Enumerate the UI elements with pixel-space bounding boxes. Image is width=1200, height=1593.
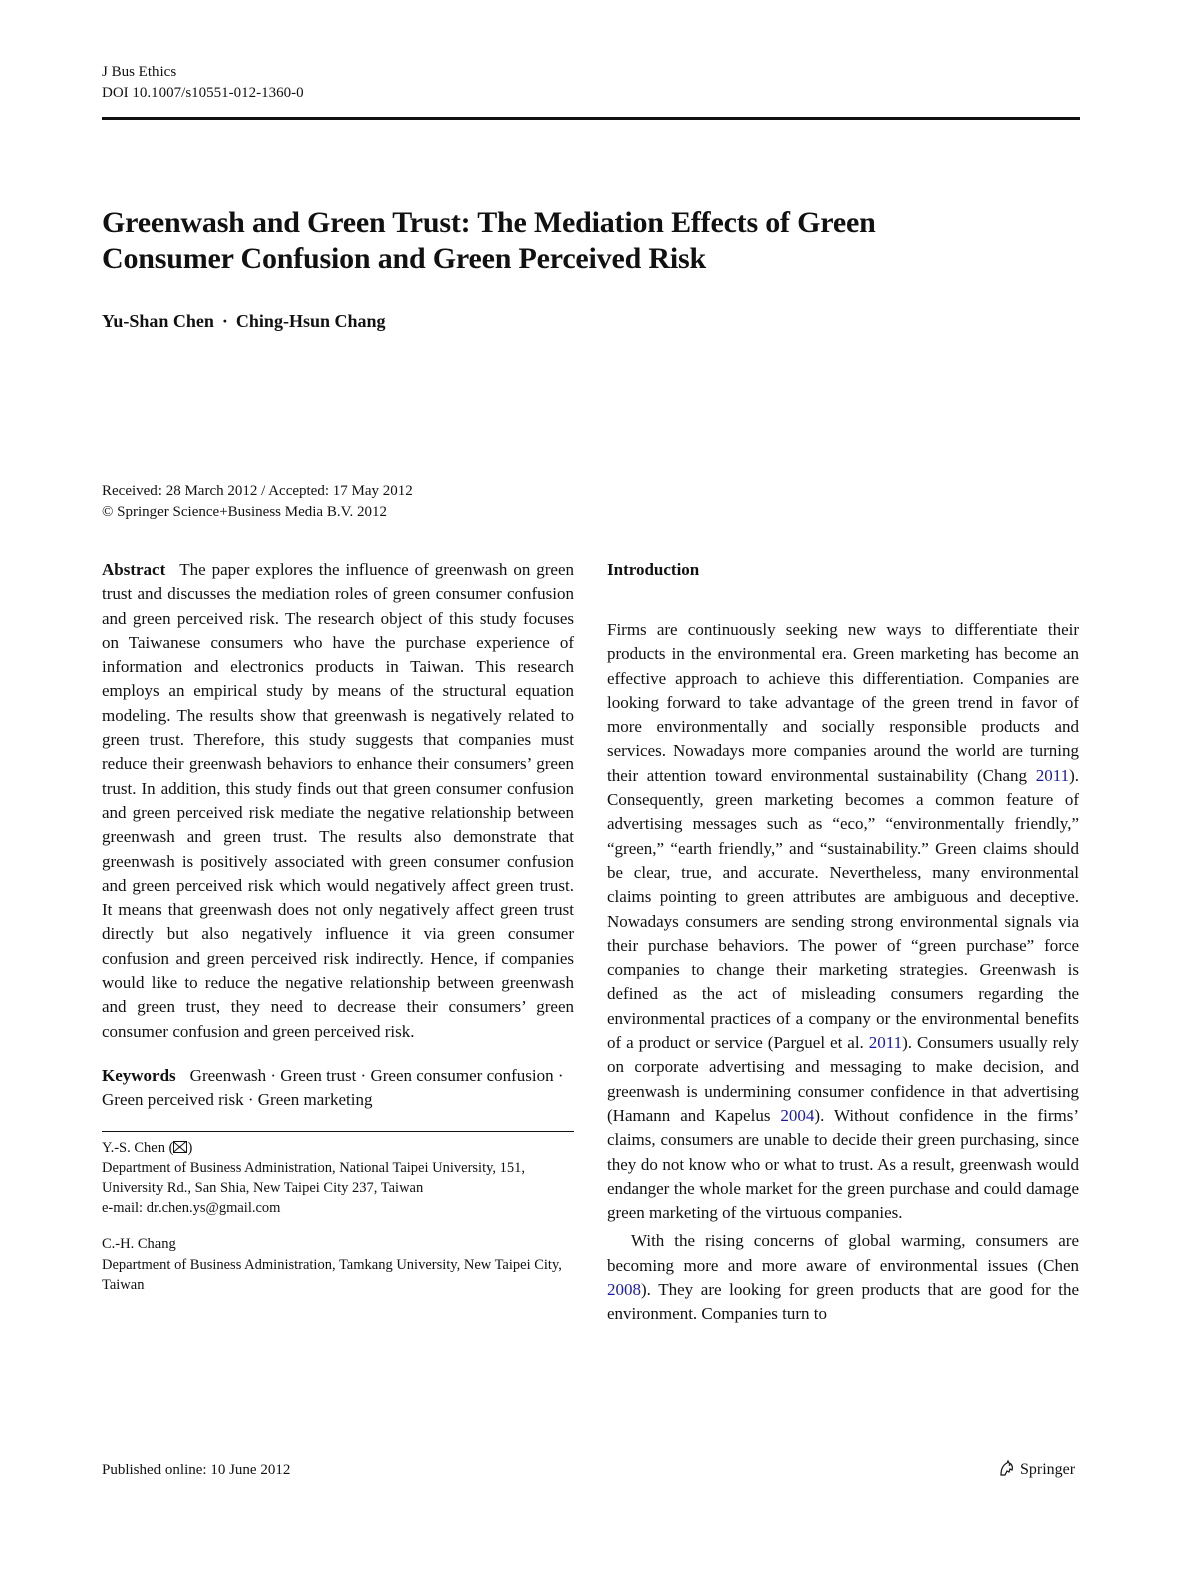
copyright: © Springer Science+Business Media B.V. 2012	[102, 504, 387, 520]
springer-horse-icon	[998, 1459, 1016, 1480]
published-online: Published online: 10 June 2012	[102, 1462, 291, 1478]
keywords	[102, 1064, 574, 1113]
paper-title	[102, 205, 1082, 277]
author-2: Ching-Hsun Chang	[235, 311, 386, 331]
intro-p2-text-b: ). They are looking for green products that are good for the environment. Companies turn to	[607, 1280, 1079, 1324]
citation-link[interactable]: 2008	[607, 1280, 641, 1300]
citation-link[interactable]: 2011	[868, 1033, 903, 1053]
journal-name: J Bus Ethics	[102, 64, 177, 80]
keywords-text: Greenwash · Green trust · Green consumer confusion · Green perceived risk · Green marketing	[102, 1065, 564, 1110]
footnote-rule	[102, 1131, 574, 1132]
journal-header	[102, 62, 304, 104]
author-1-department: Department of Business Administration, National Taipei University, 151, University Rd., San Shia, New Taipei City 237, Taiwan	[102, 1159, 526, 1196]
author-2-department: Department of Business Administration, Tamkang University, New Taipei City, Taiwan	[102, 1256, 562, 1293]
received-accepted: Received: 28 March 2012 / Accepted: 17 May 2012	[102, 483, 413, 499]
affiliations	[102, 1138, 574, 1295]
intro-p2-text-a: With the rising concerns of global warming, consumers are becoming more and more aware of environmental issues (Chen	[607, 1231, 1079, 1275]
section-heading-introduction: Introduction	[607, 560, 700, 579]
title-line-1: Greenwash and Green Trust: The Mediation Effects of Green	[102, 206, 876, 239]
author-1: Yu-Shan Chen	[102, 311, 214, 331]
left-column	[102, 558, 574, 1311]
title-line-2: Consumer Confusion and Green Perceived Risk	[102, 242, 706, 275]
abstract	[102, 558, 574, 1044]
introduction-paragraph-2	[607, 1229, 1079, 1326]
publisher-logo	[998, 1459, 1075, 1480]
intro-p1-text-a: Firms are continuously seeking new ways to differentiate their products in the environmental era. Green marketing has become an effective approach to achieve this differentiation. Companies are looking forward to take advantage of the green trend in favor of more environmentally and socially responsible products and services. Nowadays more companies around the world are turning their attention toward environmental sustainability (Chang	[607, 620, 1079, 785]
doi[interactable]: DOI 10.1007/s10551-012-1360-0	[102, 85, 304, 101]
intro-p1-text-b: ). Consequently, green marketing becomes a common feature of advertising messages such as “eco,” “environmentally friendly,” “green,” “earth friendly,” and “sustainability.” Green claims should be clear, true, and accurate. Nevertheless, many environmental claims pointing to green attributes are ambiguous and deceptive. Nowadays consumers are sending strong environmental signals via their purchase behaviors. The power of “green purchase” force companies to change their marketing strategies. Greenwash is defined as the act of misleading consumers regarding the environmental practices of a company or the environmental benefits of a product or service (Parguel et al.	[607, 765, 1079, 1053]
envelope-icon	[173, 1141, 187, 1153]
author-1-name: Y.-S. Chen (	[102, 1139, 174, 1156]
citation-link[interactable]: 2011	[1035, 765, 1070, 785]
author-1-name-end: )	[187, 1139, 193, 1156]
intro-p1-text-d: ). Without confidence in the firms’ claims, consumers are unable to decide their green purchasing, since they do not know who or what to trust. As a result, greenwash would endanger the whole market for the green purchase and could damage green marketing of the virtuous companies.	[607, 1105, 1079, 1223]
introduction-paragraph-1	[607, 618, 1079, 1225]
header-rule	[102, 117, 1080, 120]
publication-dates	[102, 481, 413, 523]
intro-p1-text-c: ). Consumers usually rely on corporate advertising and messaging to make decision, and greenwash is undermining consumer confidence in that advertising (Hamann and Kapelus	[607, 1033, 1079, 1125]
affiliation-2	[102, 1234, 574, 1295]
author-list	[102, 311, 386, 332]
author-separator: ·	[221, 311, 228, 331]
abstract-text: The paper explores the influence of greenwash on green trust and discusses the mediation roles of green consumer confusion and green perceived risk. The research object of this study focuses on Taiwanese consumers who have the purchase experience of information and electronics products in Taiwan. This research employs an empirical study by means of the structural equation modeling. The results show that greenwash is negatively related to green trust. Therefore, this study suggests that companies must reduce their greenwash behaviors to enhance their consumers’ green trust. In addition, this study finds out that green consumer confusion and green perceived risk mediate the negative relationship between greenwash and green trust. The results also demonstrate that greenwash is positively associated with green consumer confusion and green perceived risk which would negatively affect green trust. It means that greenwash does not only negatively affect green trust directly but also negatively influence it via green consumer confusion and green perceived risk indirectly. Hence, if companies would like to reduce the negative relationship between greenwash and green trust, they need to decrease their consumers’ green consumer confusion and green perceived risk.	[102, 560, 574, 1041]
keywords-label: Keywords	[102, 1065, 176, 1085]
author-1-email[interactable]: e-mail: dr.chen.ys@gmail.com	[102, 1200, 281, 1217]
right-column	[607, 558, 1079, 1327]
citation-link[interactable]: 2004	[780, 1105, 815, 1125]
affiliation-1	[102, 1138, 574, 1219]
author-2-name: C.-H. Chang	[102, 1236, 176, 1253]
publisher-name: Springer	[1020, 1460, 1076, 1478]
abstract-label: Abstract	[102, 560, 166, 579]
